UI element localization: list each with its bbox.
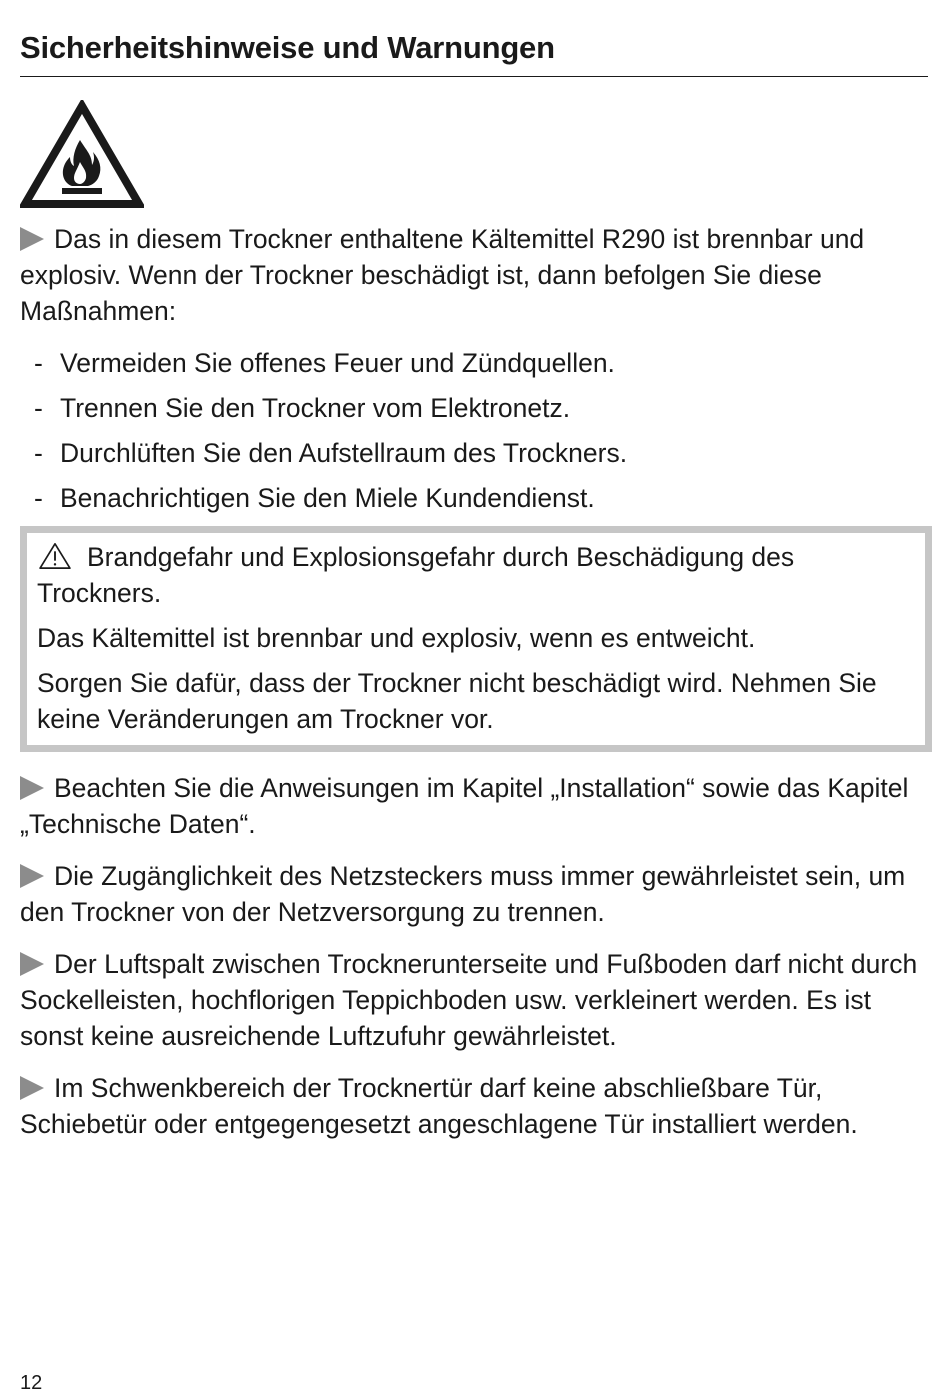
arrow-icon bbox=[20, 1076, 44, 1100]
bullet-dash: - bbox=[34, 483, 43, 513]
arrow-icon bbox=[20, 776, 44, 800]
intro-paragraph bbox=[20, 221, 925, 329]
instruction-paragraph bbox=[20, 858, 925, 930]
list-item bbox=[20, 435, 925, 471]
warning-heading-text: Brandgefahr und Explosionsgefahr durch Beschädigung des Trockners. bbox=[37, 542, 795, 608]
arrow-icon bbox=[20, 227, 44, 251]
arrow-icon bbox=[20, 952, 44, 976]
flammable-warning-icon bbox=[20, 100, 144, 210]
caution-triangle-icon bbox=[37, 542, 73, 570]
instruction-text: Die Zugänglichkeit des Netzsteckers muss immer gewährleistet sein, um den Trockner von der Netzversorgung zu trennen. bbox=[20, 861, 906, 927]
measures-list bbox=[20, 345, 925, 516]
list-item-text: Durchlüften Sie den Aufstellraum des Trockners. bbox=[60, 438, 628, 468]
title-divider bbox=[20, 76, 928, 77]
bullet-dash: - bbox=[34, 438, 43, 468]
intro-text: Das in diesem Trockner enthaltene Kältemittel R290 ist brennbar und explosiv. Wenn der Trockner beschädigt ist, dann befolgen Sie diese Maßnahmen: bbox=[20, 224, 865, 326]
instruction-text: Beachten Sie die Anweisungen im Kapitel „Installation“ sowie das Kapitel „Technische Daten“. bbox=[20, 773, 909, 839]
arrow-icon bbox=[20, 864, 44, 888]
instruction-paragraph bbox=[20, 1070, 925, 1142]
warning-line-2: Sorgen Sie dafür, dass der Trockner nicht beschädigt wird. Nehmen Sie keine Veränderungen am Trockner vor. bbox=[37, 668, 877, 734]
warning-heading bbox=[37, 539, 911, 611]
list-item-text: Benachrichtigen Sie den Miele Kundendienst. bbox=[60, 483, 595, 513]
list-item bbox=[20, 480, 925, 516]
page-number: 12 bbox=[20, 1372, 43, 1394]
page-title: Sicherheitshinweise und Warnungen bbox=[20, 30, 555, 65]
instruction-text: Im Schwenkbereich der Trocknertür darf keine abschließbare Tür, Schiebetür oder entgegengesetzt angeschlagene Tür installiert werden. bbox=[20, 1073, 858, 1139]
list-item-text: Vermeiden Sie offenes Feuer und Zündquellen. bbox=[60, 348, 615, 378]
main-content bbox=[20, 221, 925, 1158]
list-item bbox=[20, 345, 925, 381]
instruction-text: Der Luftspalt zwischen Trocknerunterseite und Fußboden darf nicht durch Sockelleisten, hochflorigen Teppichboden usw. verkleinert werden. Es ist sonst keine ausreichende Luftzufuhr gewährleistet. bbox=[20, 949, 918, 1051]
instruction-paragraph bbox=[20, 770, 925, 842]
list-item bbox=[20, 390, 925, 426]
bullet-dash: - bbox=[34, 348, 43, 378]
manual-page bbox=[20, 0, 930, 1393]
warning-line-1: Das Kältemittel ist brennbar und explosiv, wenn es entweicht. bbox=[37, 623, 756, 653]
bullet-dash: - bbox=[34, 393, 43, 423]
warning-box bbox=[20, 526, 932, 752]
instruction-paragraph bbox=[20, 946, 925, 1054]
list-item-text: Trennen Sie den Trockner vom Elektronetz. bbox=[60, 393, 571, 423]
